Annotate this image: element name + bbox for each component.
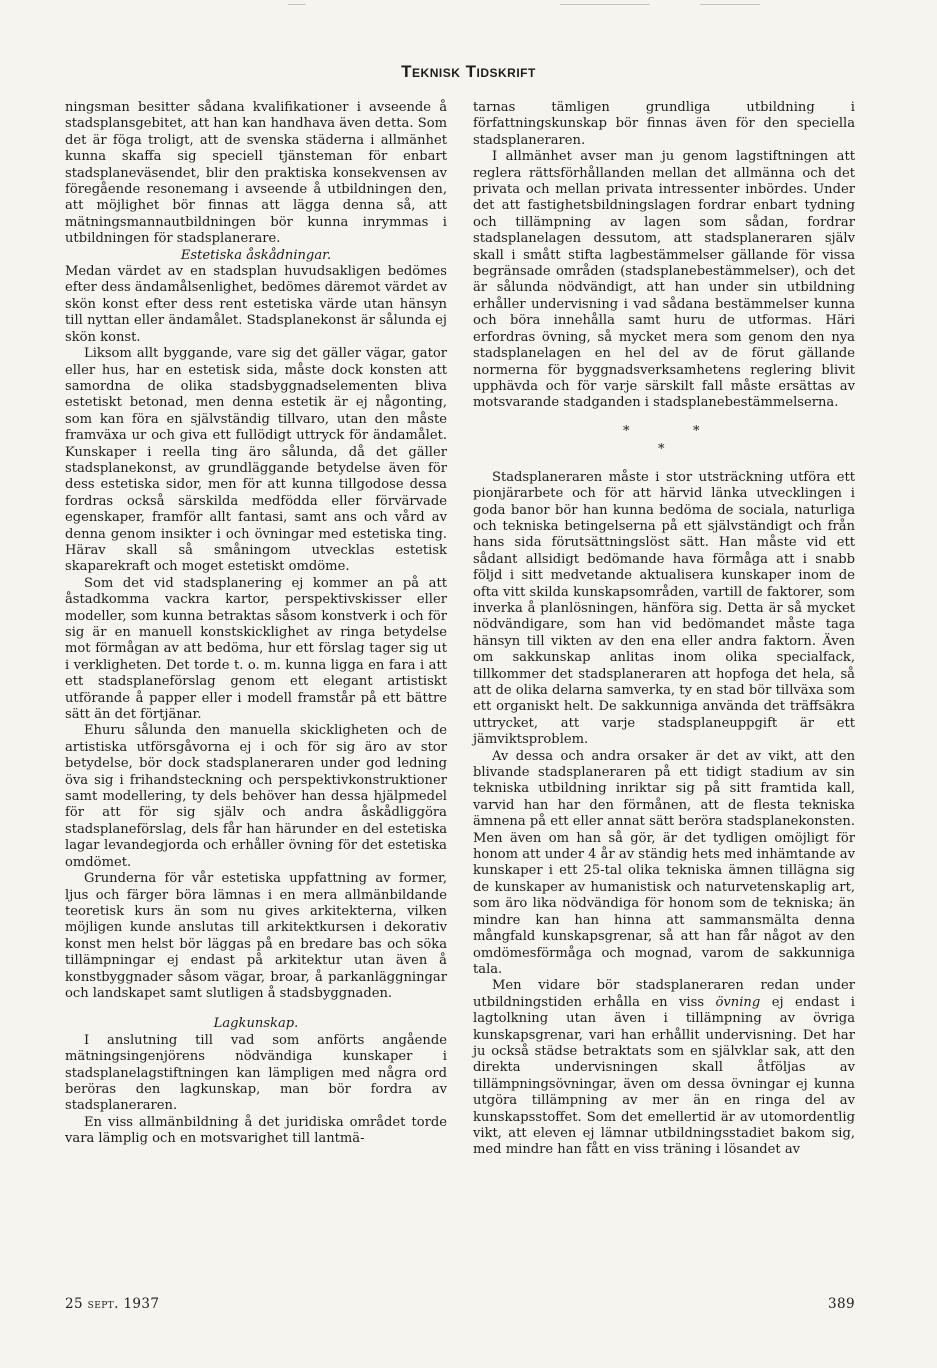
issue-date: 25 sept. 1937 [65,1296,160,1312]
paragraph: I allmänhet avser man ju genom lagstiftningen att reglera rättsförhållanden mellan det allmänna och det privata och mellan privata intressenter inbördes. Under det att fastighetsbildningslagen fordrar enbart tydning och tillämpning av lagen som sådan, fordrar stadsplanelagen dessutom, att stadsplaneraren själv skall i smått stifta lagbestämmelser gällande för vissa begränsade områden (stadsplanebestämmelser), och det är sålunda nödvändigt, att han under sin utbildning erhåller undervisning i vad sådana bestämmelser kunna och böra innehålla samt huru de utformas. Häri erfordras övning, så mycket mera som genom den nya stadsplanelagen en hel del av de förut gällande normerna för byggnadsverksamhetens reglering blivit upphävda och för varje särskilt fall måste ersättas av motsvarande stadganden i stadsplanebestämmelserna. [473,149,855,411]
right-column [473,100,855,1159]
section-heading: Estetiska åskådningar. [180,247,332,263]
paragraph [473,978,855,1158]
top-edge-mark [560,4,650,5]
paragraph-text: Men vidare bör stadsplaneraren redan under utbildningstiden erhålla en viss [473,978,855,1010]
paragraph: Stadsplaneraren måste i stor utsträckning utföra ett pionjärarbete och för att härvid länka utvecklingen i goda banor bör han kunna bedöma de sociala, naturliga och tekniska betingelserna på ett självständigt och från hans sida förutsättningslöst sätt. Han måste vid ett sådant allsidigt bedömande hava förmåga att i snabb följd i sitt medvetande aktualisera kunskaper inom de ofta vitt skilda kunskapsområden, vartill de faktorer, som inverka å planlösningen, hänföra sig. Detta är så mycket nödvändigare, som han vid bedömandet måste taga hänsyn till vikten av den ena eller andra faktorn. Även om sakkunskap anlitas inom olika specialfack, tillkommer det stadsplaneraren att hopfoga det hela, så att de olika delarna samverka, ty en stad bör tillväxa som ett organiskt helt. De sakkunniga använda det träffsäkra uttrycket, att varje stadsplaneuppgift är ett jämviktsproblem. [473,469,855,748]
journal-title: Teknisk Tidskrift [401,62,536,81]
section-divider-asterisks [473,418,855,458]
asterisk: * [623,423,630,439]
paragraph: ningsman besitter sådana kvalifikationer i avseende å stadsplansgebitet, att han kan handhava även detta. Som det är föga troligt, att de svenska städerna i allmänhet kunna skaffa sig speciell tjänsteman för enbart stadsplaneväsendet, blir den praktiska konsekvensen av föregående resonemang i avseende å utbildningen den, att möjlighet bör finnas att lägga denna så, att mätningsmannautbildningen bör kunna inrymmas i utbildningen för stadsplanerare. [65,100,447,247]
paragraph: En viss allmänbildning å det juridiska området torde vara lämplig och en motsvarighet till lantmä- [65,1114,447,1147]
paragraph: tarnas tämligen grundliga utbildning i författningskunskap bör finnas även för den speciella stadsplaneraren. [473,100,855,148]
paragraph: Medan värdet av en stadsplan huvudsakligen bedömes efter dess ändamålsenlighet, bedömes däremot värdet av skön konst efter dess rent estetiska värde utan hänsyn till nyttan eller ändamålet. Stadsplanekonst är sålunda ej skön konst. [65,264,447,345]
page-number: 389 [828,1296,855,1312]
left-column [65,100,447,1148]
paragraph: I anslutning till vad som anförts angående mätningsingenjörens nödvändiga kunskaper i stadsplanelagstiftningen kan lämpligen med några ord beröras den lagkunskap, man bör fordra av stadsplaneraren. [65,1032,447,1114]
paragraph: Grunderna för vår estetiska uppfattning av former, ljus och färger böra lämnas i en mera allmänbildande teoretisk kurs än som nu gives arkitekterna, vilken möjligen kunde anslutas till arkitektkursen i dekorativ konst men helst bör läggas på en bredare bas och söka tillämpningar ej endast på arkitektur utan även å konstbyggnader såsom vägar, broar, å parkanläggningar och landskapet samt slutligen å stadsbyggnaden. [65,871,447,1001]
top-edge-mark [700,4,760,5]
paragraph: Som det vid stadsplanering ej kommer an på att åstadkomma vackra kartor, perspektivskisser eller modeller, som kunna betraktas såsom konstverk i och för sig är en manuell konstskicklighet av ringa betydelse mot förmågan av att bedöma, hur ett förslag tager sig ut i verkligheten. Det torde t. o. m. kunna ligga en fara i att ett stadsplaneförslag genom ett elegant artistiskt utförande å papper eller i modell framstår på ett bättre sätt än det förtjänar. [65,575,447,723]
paragraph: Ehuru sålunda den manuella skickligheten och de artistiska utförsgåvorna ej i och för sig äro av stor betydelse, bör dock stadsplaneraren under god ledning öva sig i frihandsteckning och perspektivkonstruktioner samt modellering, ty dels behöver han dessa hjälpmedel för att för sig själv och andra åskådliggöra stadsplaneförslag, dels får han härunder en del estetiska lagar levandegjorda och erhåller övning för det estetiska omdömet. [65,723,447,870]
top-edge-mark [288,4,306,5]
paragraph-text: ej endast i lagtolkning utan även i tillämpning av övriga kunskapsgrenar, vari han erhållit undervisning. Det har ju också städse betraktats som en självklar sak, att den direkta undervisningen skall åtföljas av tillämpningsövningar, även om dessa övningar ej kunna utgöra tillämpning av mer än en ringa del av kunskapsstoffet. Som det emellertid är av utomordentlig vikt, att eleven ej lämnar utbildningsstadiet bakom sig, med mindre han fått en viss träning i lösandet av [473,994,855,1158]
asterisk: * [693,423,700,439]
section-heading: Lagkunskap. [213,1016,299,1032]
paragraph: Liksom allt byggande, vare sig det gäller vägar, gator eller hus, har en estetisk sida, måste dock konsten att samordna de olika stadsbyggnadselementen bliva estetiskt betonad, men denna estetik är ej någonting, som kan föra en självständig tillvaro, utan den måste framväxa ur och giva ett fullödigt uttryck för ändamålet. Kunskaper i reella ting äro sålunda, då det gäller stadsplanekonst, av grundläggande betydelse även för dess estetiska sidor, men för att kunna tillgodose dessa fordras också särskilda medfödda eller förvärvade egenskaper, framför allt fantasi, samt ans och vård av denna genom insikter i och övningar med estetiska ting. Härav skall så småningom utvecklas estetisk skaparekraft och moget estetiskt omdöme. [65,346,447,575]
paragraph: Av dessa och andra orsaker är det av vikt, att den blivande stadsplaneraren på ett tidigt stadium av sin tekniska utbildning inriktar sig på sitt framtida kall, varvid han har den förmånen, att de flesta tekniska ämnena på ett eller annat sätt beröra stadsplanekonsten. Men även om han så gör, är det tydligen omöjligt för honom att under 4 år av ständig hets med inhämtande av kunskaper i ett 25-tal olika tekniska ämnen tillägna sig de kunskaper av humanistisk och naturvetenskaplig art, som äro lika nödvändiga för honom som de tekniska; än mindre kan han hinna att sammansmälta denna mångfald kunskapsgrenar, så att han får något av den omdömesförmåga och mognad, varom de sakkunniga tala. [473,748,855,977]
asterisk: * [658,441,665,457]
emphasized-word: övning [715,994,761,1010]
